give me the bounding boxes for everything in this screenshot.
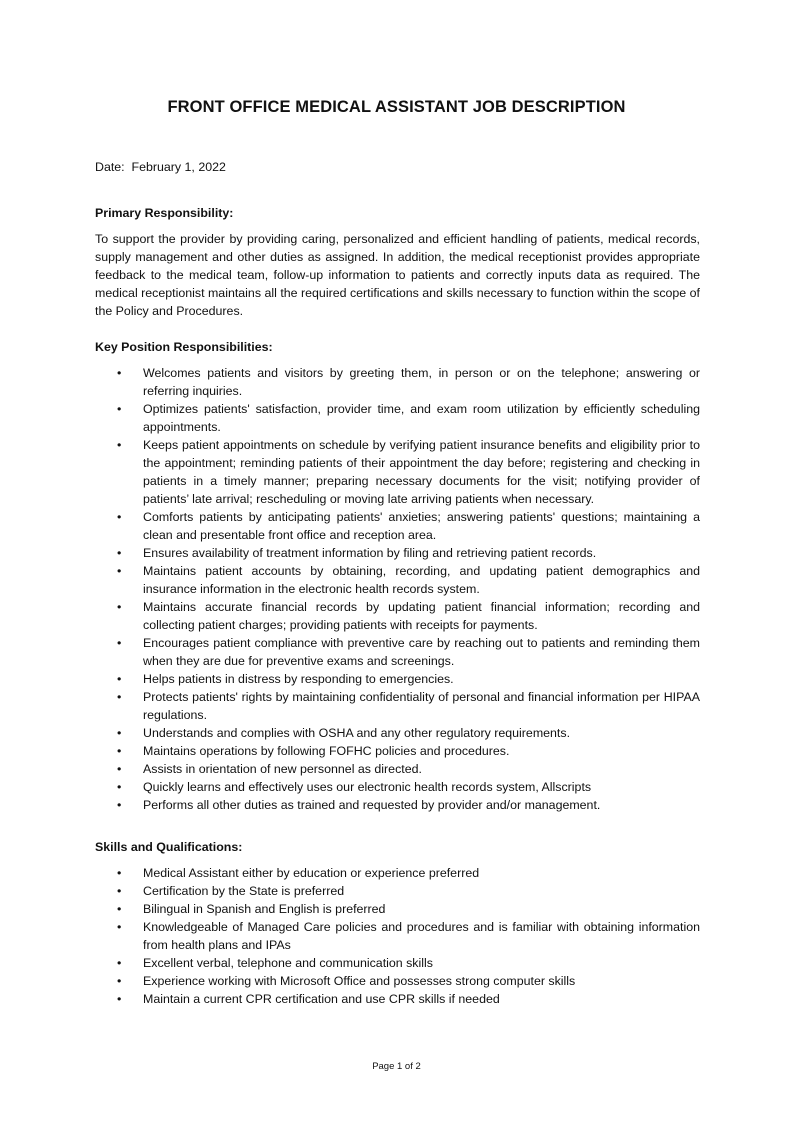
bullet-icon: • [117, 690, 122, 704]
skill-item-text: Certification by the State is preferred [143, 884, 345, 898]
key-responsibility-item-text: Helps patients in distress by responding to emergencies. [143, 672, 454, 686]
bullet-icon: • [117, 402, 122, 416]
key-responsibility-item [95, 760, 700, 778]
key-responsibility-item-text: Assists in orientation of new personnel as directed. [143, 762, 422, 776]
date-line [95, 158, 700, 176]
primary-responsibility-text: To support the provider by providing caring, personalized and efficient handling of patients, medical records, supply management and other duties as assigned. In addition, the medical receptionist provides appropriate feedback to the medical team, follow-up information to patients and correctly inputs data as required. The medical receptionist maintains all the required certifications and skills necessary to function within the scope of the Policy and Procedures. [95, 232, 700, 318]
key-responsibility-item [95, 796, 700, 814]
key-responsibility-item-text: Protects patients' rights by maintaining confidentiality of personal and financial information per HIPAA regulations. [143, 690, 700, 722]
skill-item [95, 900, 700, 918]
key-responsibilities-list [95, 364, 700, 814]
key-responsibility-item [95, 778, 700, 796]
skill-item [95, 882, 700, 900]
bullet-icon: • [117, 600, 122, 614]
primary-responsibility-heading: Primary Responsibility: [95, 206, 234, 220]
bullet-icon: • [117, 510, 122, 524]
key-responsibility-item-text: Keeps patient appointments on schedule by verifying patient insurance benefits and eligibility prior to the appointment; reminding patients of their appointment the day before; registering and checking in patients in a timely manner; preparing necessary documents for the visit; notifying provider of patients’ late arrival; rescheduling or moving late arriving patients when necessary. [143, 438, 700, 506]
date-label: Date: [95, 160, 125, 174]
document-title: FRONT OFFICE MEDICAL ASSISTANT JOB DESCRIPTION [167, 98, 626, 116]
date-value: February 1, 2022 [131, 160, 226, 174]
key-responsibilities-heading: Key Position Responsibilities: [95, 340, 273, 354]
skill-item-text: Maintain a current CPR certification and use CPR skills if needed [143, 992, 500, 1006]
skills-list [95, 864, 700, 1008]
key-responsibility-item [95, 670, 700, 688]
bullet-icon: • [117, 920, 122, 934]
skill-item [95, 990, 700, 1008]
page-number: Page 1 of 2 [372, 1061, 421, 1072]
bullet-icon: • [117, 672, 122, 686]
key-responsibility-item [95, 562, 700, 598]
key-responsibility-item [95, 688, 700, 724]
bullet-icon: • [117, 546, 122, 560]
bullet-icon: • [117, 564, 122, 578]
key-responsibility-item [95, 598, 700, 634]
key-responsibility-item-text: Maintains patient accounts by obtaining, recording, and updating patient demographics and insurance information in the electronic health records system. [143, 564, 700, 596]
bullet-icon: • [117, 974, 122, 988]
skill-item-text: Experience working with Microsoft Office and possesses strong computer skills [143, 974, 576, 988]
bullet-icon: • [117, 726, 122, 740]
key-responsibility-item [95, 544, 700, 562]
key-responsibility-item-text: Optimizes patients' satisfaction, provider time, and exam room utilization by efficiently scheduling appointments. [143, 402, 700, 434]
skill-item-text: Medical Assistant either by education or experience preferred [143, 866, 480, 880]
skill-item-text: Bilingual in Spanish and English is preferred [143, 902, 386, 916]
key-responsibility-item [95, 724, 700, 742]
bullet-icon: • [117, 884, 122, 898]
bullet-icon: • [117, 438, 122, 452]
key-responsibility-item-text: Quickly learns and effectively uses our electronic health records system, Allscripts [143, 780, 592, 794]
key-responsibility-item [95, 436, 700, 508]
key-responsibility-item [95, 400, 700, 436]
key-responsibility-item-text: Welcomes patients and visitors by greeting them, in person or on the telephone; answering or referring inquiries. [143, 366, 700, 398]
key-responsibility-item-text: Ensures availability of treatment information by filing and retrieving patient records. [143, 546, 597, 560]
skill-item [95, 972, 700, 990]
key-responsibility-item-text: Encourages patient compliance with preventive care by reaching out to patients and reminding them when they are due for preventive exams and screenings. [143, 636, 700, 668]
skills-heading: Skills and Qualifications: [95, 840, 243, 854]
key-responsibility-item [95, 742, 700, 760]
bullet-icon: • [117, 780, 122, 794]
bullet-icon: • [117, 866, 122, 880]
skill-item-text: Excellent verbal, telephone and communication skills [143, 956, 433, 970]
key-responsibility-item [95, 634, 700, 670]
key-responsibility-item-text: Maintains operations by following FOFHC policies and procedures. [143, 744, 510, 758]
bullet-icon: • [117, 798, 122, 812]
skill-item [95, 918, 700, 954]
key-responsibility-item-text: Comforts patients by anticipating patients' anxieties; answering patients' questions; maintaining a clean and presentable front office and reception area. [143, 510, 700, 542]
skill-item-text: Knowledgeable of Managed Care policies and procedures and is familiar with obtaining information from health plans and IPAs [143, 920, 700, 952]
bullet-icon: • [117, 992, 122, 1006]
document-body [95, 158, 700, 1032]
bullet-icon: • [117, 366, 122, 380]
bullet-icon: • [117, 762, 122, 776]
key-responsibility-item [95, 508, 700, 544]
bullet-icon: • [117, 636, 122, 650]
key-responsibility-item-text: Performs all other duties as trained and requested by provider and/or management. [143, 798, 601, 812]
key-responsibility-item [95, 364, 700, 400]
bullet-icon: • [117, 744, 122, 758]
bullet-icon: • [117, 902, 122, 916]
skill-item [95, 954, 700, 972]
bullet-icon: • [117, 956, 122, 970]
key-responsibility-item-text: Maintains accurate financial records by updating patient financial information; recording and collecting patient charges; providing patients with receipts for payments. [143, 600, 700, 632]
key-responsibility-item-text: Understands and complies with OSHA and any other regulatory requirements. [143, 726, 571, 740]
skill-item [95, 864, 700, 882]
